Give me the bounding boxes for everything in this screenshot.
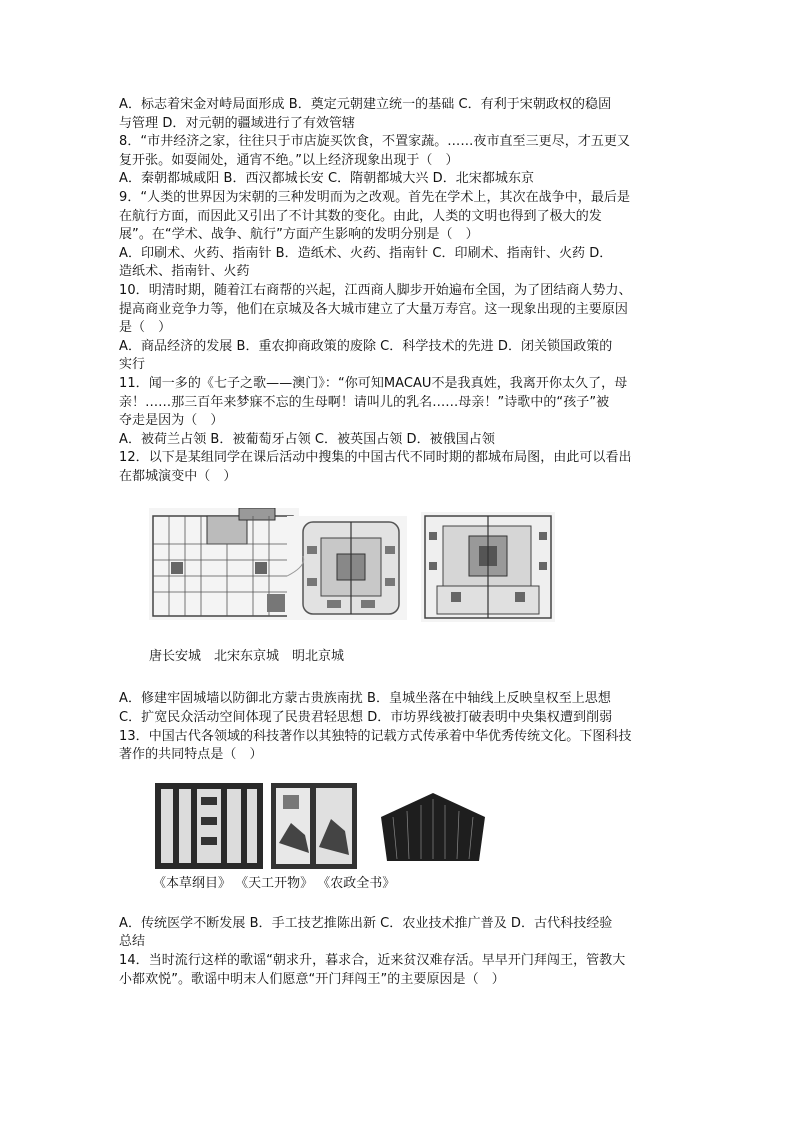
tang-changan-map [149, 508, 299, 620]
text-line: 总结 [119, 934, 146, 950]
text-line: 展”。在“学术、战争、航行”方面产生影响的发明分别是（ ） [119, 227, 479, 243]
book-figure-caption: 《本草纲目》 《天工开物》 《农政全书》 [153, 875, 396, 891]
text-line: A．传统医学不断发展 B．手工技艺推陈出新 C．农业技术推广普及 D．古代科技经验 [119, 915, 613, 931]
text-line: A．印刷术、火药、指南针 B．造纸术、火药、指南针 C．印刷术、指南针、火药 D． [119, 245, 613, 261]
text-line: 12．以下是某组同学在课后活动中搜集的中国古代不同时期的都城布局图，由此可以看出 [119, 450, 632, 466]
text-line: A．秦朝都城咸阳 B．西汉都城长安 C．隋朝都城大兴 D．北宋都城东京 [119, 171, 535, 187]
ming-beijing-map [421, 512, 555, 622]
text-line: A．修建牢固城墙以防御北方蒙古贵族南扰 B．皇城坐落在中轴线上反映皇权至上思想 [119, 691, 611, 707]
text-line: 著作的共同特点是（ ） [119, 747, 263, 763]
text-line: C．扩宽民众活动空间体现了民贵君轻思想 D．市坊界线被打破表明中央集权遭到削弱 [119, 710, 613, 726]
city-layout-figures [149, 508, 679, 648]
text-line: 13．中国古代各领域的科技著作以其独特的记载方式传承着中华优秀传统文化。下图科技 [119, 728, 632, 744]
text-line: A．标志着宋金对峙局面形成 B．奠定元朝建立统一的基础 C．有利于宋朝政权的稳固 [119, 97, 612, 112]
text-line: A．商品经济的发展 B．重农抑商政策的废除 C．科学技术的先进 D．闭关锁国政策的 [119, 338, 613, 354]
text-line: 实行 [119, 357, 146, 373]
text-line: A．被荷兰占领 B．被葡萄牙占领 C．被英国占领 D．被俄国占领 [119, 431, 495, 447]
text-line: 8．“市井经济之家，往往只于市店旋买饮食，不置家蔬。……夜市直至三更尽，才五更又 [119, 134, 631, 150]
text-line: 与管理 D．对元朝的疆域进行了有效管辖 [119, 115, 356, 131]
text-line: 复开张。如耍闹处，通宵不绝。”以上经济现象出现于（ ） [119, 152, 459, 168]
city-figure-caption: 唐长安城 北宋东京城 明北京城 [149, 649, 345, 665]
song-dongjing-map [287, 516, 407, 620]
text-line: 10．明清时期，随着江右商帮的兴起，江西商人脚步开始遍布全国，为了团结商人势力、 [119, 282, 632, 298]
question-13-options-and-14 [119, 915, 679, 989]
text-line: 造纸术、指南针、火药 [119, 264, 250, 280]
text-line: 在都城演变中（ ） [119, 468, 237, 484]
text-line: 在航行方面，而因此又引出了不计其数的变化。由此，人类的文明也得到了极大的发 [119, 208, 602, 224]
text-line: 9．“人类的世界因为宋朝的三种发明而为之改观。首先在学术上，其次在战争中，最后是 [119, 189, 631, 205]
text-line: 小都欢悦”。歌谣中明末人们愿意“开门拜闯王”的主要原因是（ ） [119, 971, 505, 987]
bencao-gangmu-image [155, 783, 263, 869]
book-figures [155, 783, 679, 873]
text-line: 夺走是因为（ ） [119, 413, 224, 429]
text-line: 14．当时流行这样的歌谣“朝求升，暮求合，近来贫汉难存活。早早开门拜闯王，管教大 [119, 953, 626, 969]
text-line: 11．闻一多的《七子之歌——澳门》：“你可知MACAU不是我真姓，我离开你太久了，母 [119, 375, 628, 391]
nongzheng-quanshu-image [373, 783, 493, 869]
text-line: 亲！……那三百年来梦寐不忘的生母啊！请叫儿的乳名……母亲！”诗歌中的“孩子”被 [119, 394, 610, 410]
exam-page [119, 96, 679, 989]
questions-8-to-12 [119, 96, 679, 486]
text-line: 提高商业竞争力等，他们在京城及各大城市建立了大量万寿宫。这一现象出现的主要原因 [119, 301, 628, 317]
question-12-options-and-13 [119, 690, 679, 764]
text-line: 是（ ） [119, 320, 172, 336]
tiangong-kaiwu-image [271, 783, 357, 869]
